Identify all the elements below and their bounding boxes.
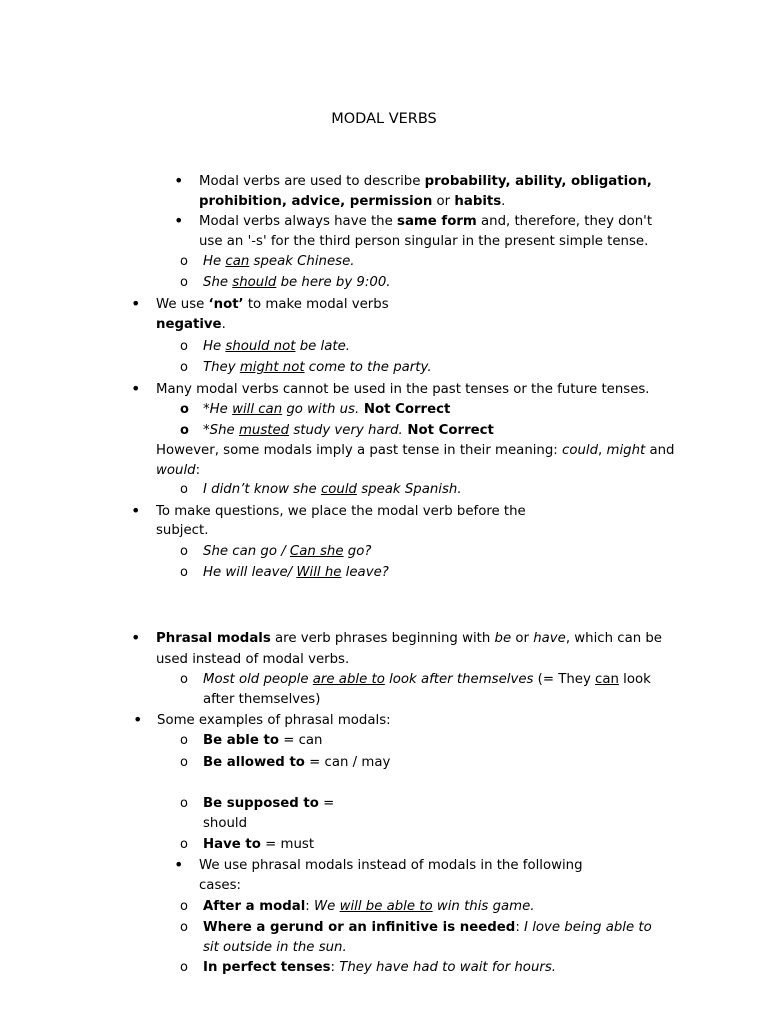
example-should-be-here: She should be here by 9:00. xyxy=(203,275,391,290)
bullet-phrasal-modals-cont: used instead of modal verbs. xyxy=(156,652,350,667)
sub-bullet-marker: o xyxy=(180,482,188,497)
phrasal-be-supposed-to: Be supposed to = xyxy=(203,796,335,811)
bullet-questions-cont: subject. xyxy=(156,523,209,538)
sub-bullet-marker: o xyxy=(180,755,188,770)
sub-bullet-marker: o xyxy=(180,796,188,811)
example-should-not: He should not be late. xyxy=(203,339,351,354)
bullet-use-phrasal-cases: We use phrasal modals instead of modals in the following xyxy=(199,858,583,873)
example-might-not: They might not come to the party. xyxy=(203,360,432,375)
case-perfect-tenses: In perfect tenses: They have had to wait for hours. xyxy=(203,960,556,975)
sub-bullet-marker: o xyxy=(180,544,188,559)
bullet-past-future: Many modal verbs cannot be used in the past tenses or the future tenses. xyxy=(156,382,650,397)
phrasal-be-able-to: Be able to = can xyxy=(203,733,323,748)
case-gerund-infinitive-cont: sit outside in the sun. xyxy=(203,940,347,955)
bullet-marker: • xyxy=(174,171,184,190)
sub-bullet-marker: o xyxy=(180,733,188,748)
example-are-able-to-cont: after themselves) xyxy=(203,692,321,707)
bullet-marker: • xyxy=(131,294,141,313)
bullet-same-form: Modal verbs always have the same form and, therefore, they don't xyxy=(199,214,653,229)
bullet-questions: To make questions, we place the modal verb before the xyxy=(156,504,526,519)
example-musted: *She musted study very hard. Not Correct xyxy=(203,423,494,438)
example-will-can: *He will can go with us. Not Correct xyxy=(203,402,451,417)
case-after-a-modal: After a modal: We will be able to win this game. xyxy=(203,899,535,914)
sub-bullet-marker: o xyxy=(180,960,188,975)
sub-bullet-marker: o xyxy=(180,423,189,438)
bullet-phrasal-modals: Phrasal modals are verb phrases beginning with be or have, which can be xyxy=(156,631,662,646)
sub-bullet-marker: o xyxy=(180,672,188,687)
example-will-he: He will leave/ Will he leave? xyxy=(203,565,389,580)
bullet-marker: • xyxy=(131,628,141,647)
bullet-marker: • xyxy=(131,501,141,520)
sub-bullet-marker: o xyxy=(180,360,188,375)
sub-bullet-marker: o xyxy=(180,565,188,580)
bullet-modal-verbs-describe: Modal verbs are used to describe probability, ability, obligation, xyxy=(199,174,652,189)
example-can-speak: He can speak Chinese. xyxy=(203,254,355,269)
example-could-speak: I didn’t know she could speak Spanish. xyxy=(203,482,462,497)
sub-bullet-marker: o xyxy=(180,837,188,852)
example-can-she: She can go / Can she go? xyxy=(203,544,372,559)
bullet-same-form-cont: use an '-s' for the third person singular in the present simple tense. xyxy=(199,234,649,249)
paragraph-past-tense-modals-cont: would: xyxy=(156,463,201,478)
sub-bullet-marker: o xyxy=(180,920,188,935)
bullet-marker: • xyxy=(133,710,143,729)
bullet-marker: • xyxy=(174,855,184,874)
sub-bullet-marker: o xyxy=(180,899,188,914)
bullet-use-phrasal-cases-cont: cases: xyxy=(199,878,241,893)
example-are-able-to: Most old people are able to look after themselves (= They can look xyxy=(203,672,651,687)
sub-bullet-marker: o xyxy=(180,275,188,290)
bullet-examples-phrasal: Some examples of phrasal modals: xyxy=(157,713,391,728)
sub-bullet-marker: o xyxy=(180,254,188,269)
case-gerund-infinitive: Where a gerund or an infinitive is needed: I love being able to xyxy=(203,920,652,935)
phrasal-be-allowed-to: Be allowed to = can / may xyxy=(203,755,391,770)
bullet-marker: • xyxy=(131,379,141,398)
bullet-not-negative: We use ‘not’ to make modal verbs xyxy=(156,297,389,312)
paragraph-past-tense-modals: However, some modals imply a past tense in their meaning: could, might and xyxy=(156,443,675,458)
bullet-marker: • xyxy=(174,211,184,230)
bullet-modal-verbs-describe-cont: prohibition, advice, permission or habits. xyxy=(199,194,506,209)
sub-bullet-marker: o xyxy=(180,339,188,354)
phrasal-have-to: Have to = must xyxy=(203,837,315,852)
phrasal-be-supposed-to-cont: should xyxy=(203,816,248,831)
bullet-not-negative-cont: negative. xyxy=(156,317,226,332)
document-title: MODAL VERBS xyxy=(331,111,437,127)
sub-bullet-marker: o xyxy=(180,402,189,417)
